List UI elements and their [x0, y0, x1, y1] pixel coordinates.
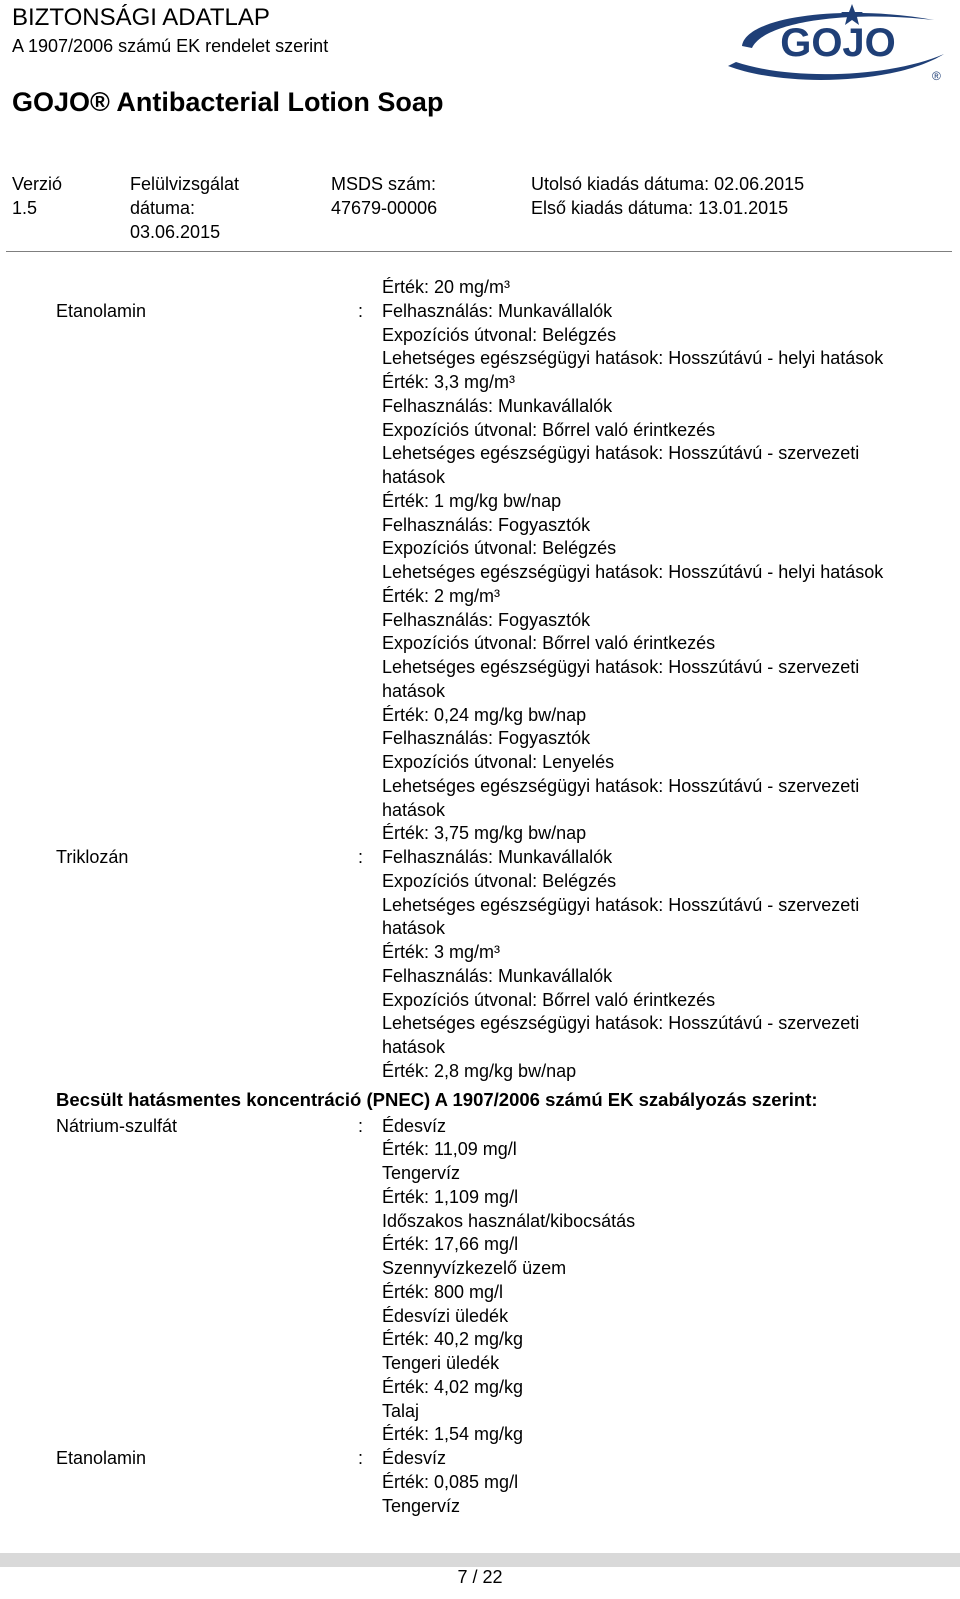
row-value: Expozíciós útvonal: Belégzés	[382, 324, 617, 345]
row-value: Expozíciós útvonal: Bőrrel való érintkezés	[382, 989, 716, 1010]
table-row	[0, 941, 960, 965]
revision-label-cont: dátuma:	[130, 198, 196, 218]
logo-registered-mark: ®	[932, 69, 941, 83]
table-row	[0, 1447, 960, 1471]
table-row	[0, 989, 960, 1013]
row-value: Lehetséges egészségügyi hatások: Hosszútávú - helyi hatások	[382, 562, 884, 582]
row-value: hatások	[382, 467, 446, 487]
table-row	[0, 1471, 960, 1495]
row-value: Expozíciós útvonal: Bőrrel való érintkezés	[382, 633, 716, 654]
row-value: Expozíciós útvonal: Bőrrel való érintkezés	[382, 419, 716, 440]
row-value: Érték: 0,085 mg/l	[382, 1471, 519, 1492]
table-row	[0, 1495, 960, 1519]
row-value: Érték: 20 mg/m³	[382, 277, 511, 297]
row-value: Felhasználás: Fogyasztók	[382, 728, 591, 749]
row-value: Érték: 3 mg/m³	[382, 942, 501, 962]
row-value: Felhasználás: Fogyasztók	[382, 609, 591, 630]
table-row	[0, 395, 960, 419]
substance-name: Nátrium-szulfát	[56, 1115, 178, 1136]
footer-bar	[0, 1553, 960, 1567]
table-row	[0, 965, 960, 989]
separator-colon: :	[358, 1115, 364, 1136]
row-value: Érték: 3,3 mg/m³	[382, 372, 516, 392]
table-row	[0, 846, 960, 870]
separator-colon: :	[358, 1448, 364, 1468]
row-value: Lehetséges egészségügyi hatások: Hosszútávú - szervezeti	[382, 657, 860, 677]
table-row	[0, 514, 960, 538]
row-value: Expozíciós útvonal: Belégzés	[382, 870, 617, 891]
table-row	[0, 1400, 960, 1424]
row-value: Érték: 1 mg/kg bw/nap	[382, 490, 562, 511]
row-value: Érték: 800 mg/l	[382, 1281, 504, 1302]
row-value: Lehetséges egészségügyi hatások: Hosszútávú - szervezeti	[382, 1013, 860, 1034]
table-row	[0, 917, 960, 941]
row-value: Lehetséges egészségügyi hatások: Hosszútávú - szervezeti	[382, 894, 860, 915]
table-row	[0, 1423, 960, 1447]
logo-text: GOJO	[780, 21, 896, 65]
table-row	[0, 1162, 960, 1186]
page-number: 7 / 22	[457, 1567, 503, 1587]
table-row	[0, 585, 960, 609]
row-value: Érték: 2,8 mg/kg bw/nap	[382, 1060, 577, 1081]
table-row	[0, 1115, 960, 1139]
table-row	[0, 561, 960, 585]
pnec-heading: Becsült hatásmentes koncentráció (PNEC) A 1907/2006 számú EK szabályozás szerint:	[56, 1088, 818, 1110]
row-value: hatások	[382, 918, 446, 939]
table-row	[0, 1186, 960, 1210]
table-row	[0, 1305, 960, 1329]
last-issue-date: Utolsó kiadás dátuma: 02.06.2015	[531, 174, 805, 194]
version-label: Verzió	[12, 174, 63, 194]
table-row	[0, 751, 960, 775]
table-row	[0, 775, 960, 799]
product-name: GOJO® Antibacterial Lotion Soap	[12, 87, 444, 117]
row-value: Tengeri üledék	[382, 1353, 500, 1373]
table-row	[0, 276, 960, 300]
row-value: Érték: 1,54 mg/kg	[382, 1424, 524, 1445]
substance-name: Etanolamin	[56, 300, 147, 321]
table-row	[0, 324, 960, 348]
substance-name: Triklozán	[56, 847, 129, 867]
row-value: Szennyvízkezelő üzem	[382, 1258, 567, 1278]
table-row	[0, 799, 960, 823]
row-value: Érték: 2 mg/m³	[382, 585, 501, 606]
separator-colon: :	[358, 847, 364, 867]
row-value: Expozíciós útvonal: Lenyelés	[382, 752, 615, 772]
table-row	[0, 1376, 960, 1400]
document-title: BIZTONSÁGI ADATLAP	[12, 4, 270, 31]
row-value: Lehetséges egészségügyi hatások: Hosszútávú - helyi hatások	[382, 348, 884, 369]
row-value: Érték: 40,2 mg/kg	[382, 1329, 524, 1350]
table-row	[0, 1138, 960, 1162]
table-row	[0, 870, 960, 894]
table-row	[0, 656, 960, 680]
table-row	[0, 347, 960, 371]
table-row	[0, 490, 960, 514]
pnec-list	[0, 1115, 960, 1519]
table-row	[0, 300, 960, 324]
msds-label: MSDS szám:	[331, 174, 437, 194]
row-value: Felhasználás: Munkavállalók	[382, 965, 613, 986]
row-value: Érték: 1,109 mg/l	[382, 1186, 519, 1207]
msds-block	[331, 172, 437, 220]
table-row	[0, 680, 960, 704]
table-row	[0, 419, 960, 443]
row-value: Tengervíz	[382, 1495, 461, 1516]
document-body	[0, 276, 960, 1518]
table-row	[0, 632, 960, 656]
row-value: Időszakos használat/kibocsátás	[382, 1210, 636, 1231]
row-value: Expozíciós útvonal: Belégzés	[382, 538, 617, 559]
version-value: 1.5	[12, 198, 38, 218]
substance-name: Etanolamin	[56, 1448, 147, 1468]
row-value: Felhasználás: Fogyasztók	[382, 514, 591, 535]
dnel-list	[0, 276, 960, 1084]
table-row	[0, 1210, 960, 1234]
first-issue-date: Első kiadás dátuma: 13.01.2015	[531, 198, 789, 218]
table-row	[0, 1352, 960, 1376]
row-value: hatások	[382, 680, 446, 701]
table-row	[0, 1257, 960, 1281]
table-row	[0, 1281, 960, 1305]
row-value: Érték: 4,02 mg/kg	[382, 1376, 524, 1397]
msds-value: 47679-00006	[331, 198, 438, 218]
row-value: Felhasználás: Munkavállalók	[382, 395, 613, 416]
table-row	[0, 1060, 960, 1084]
issue-dates-block	[531, 172, 804, 220]
row-value: Érték: 0,24 mg/kg bw/nap	[382, 704, 587, 725]
table-row	[0, 609, 960, 633]
table-row	[0, 371, 960, 395]
row-value: Édesvízi üledék	[382, 1305, 509, 1326]
row-value: Tengervíz	[382, 1163, 461, 1183]
row-value: Felhasználás: Munkavállalók	[382, 847, 613, 867]
row-value: Lehetséges egészségügyi hatások: Hosszútávú - szervezeti	[382, 775, 860, 796]
table-row	[0, 442, 960, 466]
revision-label: Felülvizsgálat	[130, 174, 240, 194]
table-row	[0, 537, 960, 561]
row-value: Érték: 17,66 mg/l	[382, 1234, 519, 1255]
row-value: Talaj	[382, 1400, 420, 1421]
revision-value: 03.06.2015	[130, 222, 221, 242]
table-row	[0, 727, 960, 751]
row-value: Felhasználás: Munkavállalók	[382, 300, 613, 321]
document-header	[0, 0, 960, 255]
header-divider	[6, 251, 952, 252]
row-value: Lehetséges egészségügyi hatások: Hosszútávú - szervezeti	[382, 443, 860, 464]
row-value: hatások	[382, 1037, 446, 1057]
table-row	[0, 894, 960, 918]
separator-colon: :	[358, 300, 364, 321]
table-row	[0, 1233, 960, 1257]
table-row	[0, 1036, 960, 1060]
table-row	[0, 704, 960, 728]
row-value: Édesvíz	[382, 1448, 447, 1468]
revision-block	[130, 172, 239, 244]
version-block	[12, 172, 62, 220]
table-row	[0, 1328, 960, 1352]
document-subtitle: A 1907/2006 számú EK rendelet szerint	[12, 36, 329, 56]
row-value: Érték: 11,09 mg/l	[382, 1139, 517, 1160]
row-value: Édesvíz	[382, 1115, 447, 1136]
table-row	[0, 1012, 960, 1036]
table-row	[0, 822, 960, 846]
gojo-logo-icon	[726, 2, 950, 86]
row-value: Érték: 3,75 mg/kg bw/nap	[382, 823, 587, 844]
table-row	[0, 466, 960, 490]
row-value: hatások	[382, 799, 446, 820]
